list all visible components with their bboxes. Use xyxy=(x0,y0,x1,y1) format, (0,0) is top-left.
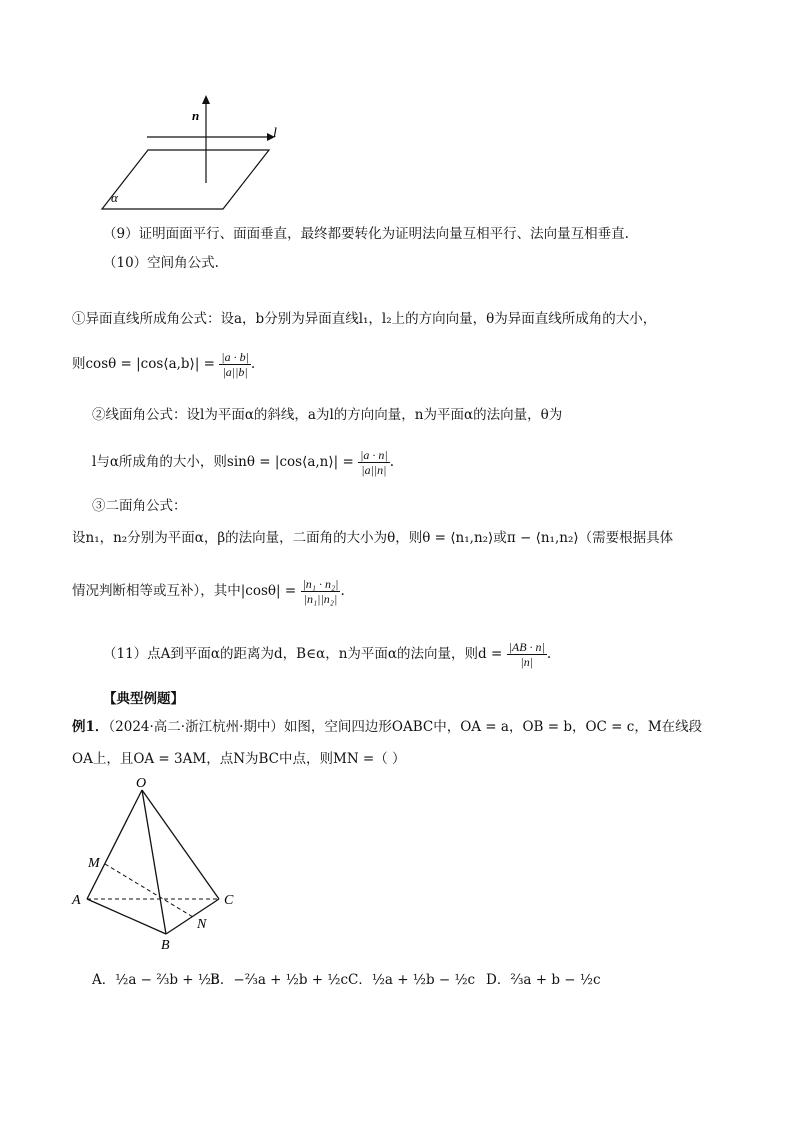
formula-3-denominator: |n₁||n₂| xyxy=(303,592,338,606)
edge-BC xyxy=(166,899,219,934)
formula-2-end: . xyxy=(389,454,394,470)
item-9: （9）证明面面平行、面面垂直，最终都要转化为证明法向量互相平行、法向量互相垂直. xyxy=(103,226,629,242)
edge-OB xyxy=(142,790,166,934)
label-n: n xyxy=(192,108,200,123)
example-1-line1 xyxy=(72,717,702,737)
item-11-end: . xyxy=(546,646,552,662)
formula-1-fraction xyxy=(219,350,251,379)
formula-1-numerator: |a · b| xyxy=(221,350,249,364)
formula-2-line1: ②线面角公式：设l为平面α的斜线，a为l的方向向量，n为平面α的法向量，θ为 xyxy=(92,407,563,423)
option-D[interactable]: D．⅔a + b − ½c xyxy=(486,972,601,988)
formula-2-prefix: l与α所成角的大小，则sinθ = |cos⟨a,n⟩| = xyxy=(92,454,354,470)
item-11-denominator: |n| xyxy=(520,655,534,669)
formula-1-line2 xyxy=(72,350,255,379)
formula-1-prefix: 则cosθ = |cos⟨a,b⟩| = xyxy=(72,356,215,372)
plane-normal-figure xyxy=(95,90,290,215)
plane-alpha xyxy=(102,150,269,209)
formula-2-fraction xyxy=(358,448,390,477)
edge-AB xyxy=(87,899,166,934)
label-A: A xyxy=(72,893,81,908)
normal-arrowhead xyxy=(202,95,210,104)
label-C: C xyxy=(224,893,234,908)
formula-1-line1: ①异面直线所成角公式：设a，b分别为异面直线l₁，l₂上的方向向量，θ为异面直线所成角的大小， xyxy=(72,311,657,327)
formula-3-fraction xyxy=(301,577,341,606)
label-N: N xyxy=(197,917,207,932)
edge-OA xyxy=(87,790,142,899)
formula-3-prefix: 情况判断相等或互补），其中|cosθ| = xyxy=(72,583,297,599)
formula-3-title: ③二面角公式： xyxy=(92,498,187,514)
example-1-text: （2024·高二·浙江杭州·期中）如图，空间四边形OABC中，OA = a，OB = b，OC = c，M在线段 xyxy=(108,719,703,735)
label-l: l xyxy=(273,126,277,141)
item-11-numerator: |AB · n| xyxy=(508,640,545,654)
item-11-fraction xyxy=(507,640,547,669)
item-11-prefix: （11）点A到平面α的距离为d，B∈α，n为平面α的法向量，则d = xyxy=(103,646,503,662)
label-O: O xyxy=(136,776,147,791)
formula-2-numerator: |a · n| xyxy=(360,448,388,462)
option-B[interactable]: B．−⅔a + ½b + ½c xyxy=(210,972,349,988)
label-B: B xyxy=(161,938,170,953)
formula-3-end: . xyxy=(340,583,345,599)
edge-OC xyxy=(142,790,219,899)
formula-1-denominator: |a||b| xyxy=(222,365,248,379)
segment-MN-hidden xyxy=(105,864,193,917)
formula-2-line2 xyxy=(92,448,394,477)
label-M: M xyxy=(88,856,100,871)
item-10-title: （10）空间角公式. xyxy=(103,255,219,271)
option-C[interactable]: C．½a + ½b − ½c xyxy=(348,972,476,988)
option-A[interactable]: A．½a − ⅔b + ½c xyxy=(92,972,219,988)
formula-3-line1: 设n₁，n₂分别为平面α，β的法向量，二面角的大小为θ，则θ = ⟨n₁,n₂⟩或π − ⟨n₁,n₂⟩（需要根据具体 xyxy=(72,530,674,546)
label-alpha: α xyxy=(111,190,118,205)
example-1-line2: OA上，且OA = 3AM，点N为BC中点，则MN =（ ） xyxy=(72,751,406,767)
formula-2-denominator: |a||n| xyxy=(361,463,387,477)
formula-1-end: . xyxy=(250,356,256,372)
item-11 xyxy=(103,640,551,669)
section-title: 【典型例题】 xyxy=(103,691,184,707)
formula-3-numerator: |n₁ · n₂| xyxy=(302,577,339,591)
example-1-label: 例1． xyxy=(72,719,109,735)
tetrahedron-figure xyxy=(66,775,251,955)
formula-3-line2 xyxy=(72,577,345,606)
